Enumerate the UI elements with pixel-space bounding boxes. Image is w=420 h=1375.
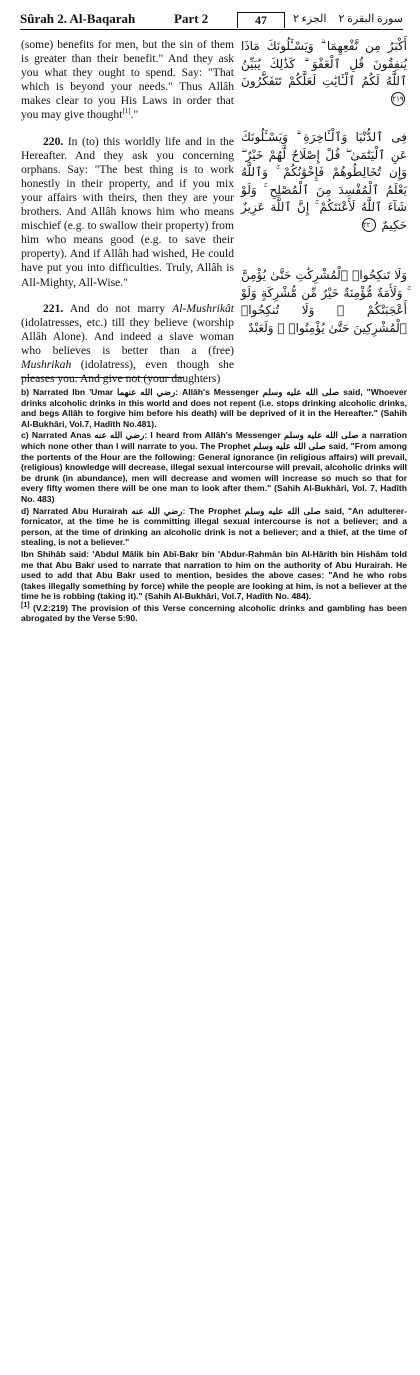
verse-number: 220.	[43, 134, 64, 148]
arabic-text-block-219: أَكْبَرُ مِن نَّفْعِهِمَا ۗ وَيَسْـَٔلُونَكَ مَاذَا يُنفِقُونَ قُلِ ٱلْعَفْوَ ۗ كَذَٰلِكَ يُبَيِّنُ ٱللَّهُ لَكُمُ ٱلْـَٔايَٰتِ لَعَلَّكُمْ تَتَفَكَّرُونَ ٢١٩	[241, 38, 407, 108]
footnote-d: d) Narrated Abu Hurairah رضي الله عنه: The Prophet صلى الله عليه وسلم said, "An adulterer-fornicator, at the time he is committing illegal sexual intercourse is not a believer; and a person, at the time of drinking an alcoholic drink is not a believer; and a thief, at the time of stealing, is not a believer."	[21, 505, 407, 548]
verse-220: 220. In (to) this worldly life and in the Hereafter. And they ask you concerning orphans. Say: "The best thing is to work honestly in their property, and if you mix your affairs with theirs, then they are your brothers. And Allâh knows him who means mischief (e.g. to swallow their property) from him who means good (e.g. to save their property). And if Allâh had wished, He could have put you into difficulties. Truly, Allâh is All-Mighty, All-Wise."	[21, 134, 234, 289]
footnote-c: c) Narrated Anas رضي الله عنه: I heard from Allâh's Messenger صلى الله عليه وسلم a narration which none other than I will narrate to you. The Prophet صلى الله عليه وسلم said, "From among the portents of the Hour are the following: General ignorance (in religious affairs) will prevail, (religious) knowledge will decrease, illegal sexual intercourse will prevail, alcoholic drinks will be drunk (in abundance), men will decrease and women will increase so much so that for every fifty women there will be one man to look after them." (Sahih Al-Bukhâri, Vol. 7, Hadîth No. 483)	[21, 430, 408, 504]
footnote-marker: [1]	[21, 602, 30, 610]
footnote-b: b) Narrated Ibn 'Umar رضي الله عنهما: Allâh's Messenger صلى الله عليه وسلم said, "Whoever drinks alcoholic drinks in this world and does not repent (i.e. stops drinking alcoholic drinks, and begs Allâh to forgive him before his death) will be deprived of it in the Hereafter." (Sahih Al-Bukhâri, Vol.7, Hadîth No.481).	[21, 387, 407, 429]
footnote-1: [1] (V.2:219) The provision of this Verse concerning alcoholic drinks and gambling has been abrogated by the Verse 5:90.	[21, 602, 407, 624]
term-mushrikah: Mushrikah	[21, 357, 72, 371]
surah-title: Sûrah 2. Al-Baqarah	[20, 11, 136, 26]
term-mushrikat: Al-Mushrikât	[172, 301, 234, 315]
footnote-divider	[21, 377, 183, 378]
page-header	[20, 11, 403, 30]
verse-number: 221.	[43, 301, 64, 315]
ayah-end-marker: ٢٢٠	[362, 218, 376, 232]
footnote-marker: [1]	[122, 107, 131, 116]
surah-title-arabic: سورة البقرة ٢	[338, 13, 403, 25]
ayah-end-marker: ٢١٩	[391, 92, 405, 106]
verse-219-continuation: (some) benefits for men, but the sin of them is greater than their benefit." And they ask you what they ought to spend. Say: "That which is beyond your needs." Thus Allâh makes clear to you His Laws in order that you may give thought[1]."	[21, 38, 234, 122]
juz-label-arabic: الجزء ٢	[293, 13, 327, 25]
part-label: Part 2	[174, 11, 209, 26]
verse-221: 221. And do not marry Al-Mushrikât (idolatresses, etc.) till they believe (worship Allâh Alone). And indeed a slave woman who believes is better than a (free) Mushrikah (idolatress), even though she pleases you. And give not (your daughters)	[21, 301, 235, 386]
arabic-text-block-220: فِى ٱلدُّنْيَا وَٱلْـَٔاخِرَةِ ۗ وَيَسْـَٔلُونَكَ عَنِ ٱلْيَتَٰمَىٰ ۖ قُلْ إِصْلَاحٌ لَّهُمْ خَيْرٌ ۖ وَإِن تُخَالِطُوهُمْ فَإِخْوَٰنُكُمْ ۚ وَٱللَّهُ يَعْلَمُ ٱلْمُفْسِدَ مِنَ ٱلْمُصْلِحِ ۚ وَلَوْ شَآءَ ٱللَّهُ لَأَعْنَتَكُمْ ۚ إِنَّ ٱللَّهَ عَزِيزٌ حَكِيمٌ ٢٢٠	[241, 130, 407, 232]
arabic-text-block-221: وَلَا تَنكِحُوا۟ ٱلْمُشْرِكَٰتِ حَتَّىٰ يُؤْمِنَّ ۚ وَلَأَمَةٌ مُّؤْمِنَةٌ خَيْرٌ مِّن مُّشْرِكَةٍ وَلَوْ أَعْجَبَتْكُمْ ۗ وَلَا تُنكِحُوا۟ ٱلْمُشْرِكِينَ حَتَّىٰ يُؤْمِنُوا۟ ۚ وَلَعَبْدٌ	[241, 268, 407, 335]
footnote-d-continued: Ibn Shihâb said: 'Abdul Mâlik bin Abî-Bakr bin 'Abdur-Rahmân bin Al-Hârith bin Hishâm told me that Abu Bakr used to narrate that narration to him on the authority of Abu Hurairah. He used to add that Abu Bakr used to mention, besides the above cases: "And he who robs (takes illegally something by force) while the people are looking at him, is not a believer at the time he is robbing (taking it)." (Sahih Al-Bukhâri, Vol.7, Hadîth No. 484).	[21, 548, 407, 602]
footnotes	[21, 387, 407, 625]
english-translation	[21, 38, 234, 386]
page-number: 47	[237, 12, 285, 28]
